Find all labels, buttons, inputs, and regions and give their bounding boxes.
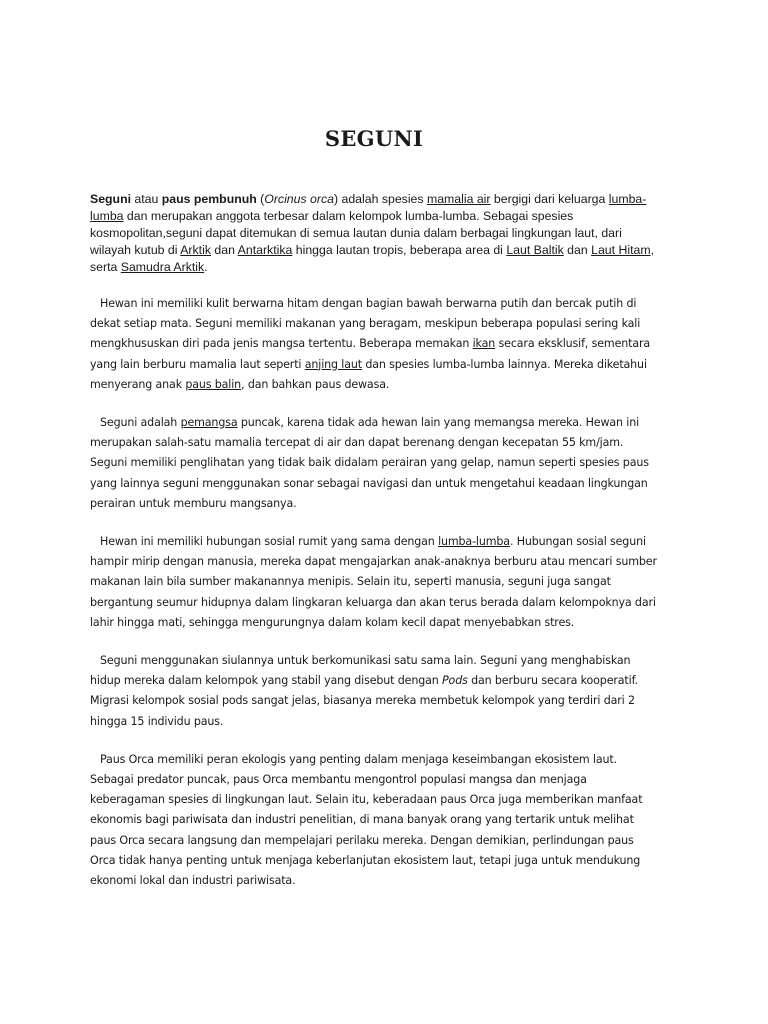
link-ikan[interactable]: ikan [472, 337, 496, 351]
link-antarktika[interactable]: Antarktika [237, 243, 293, 257]
link-lumba-lumba[interactable]: lumba-lumba [90, 192, 647, 223]
link-laut-hitam[interactable]: Laut Hitam [591, 243, 651, 257]
paragraph-appearance-diet: Hewan ini memiliki kulit berwarna hitam dengan bagian bawah berwarna putih dan bercak putih di dekat setiap mata. Seguni memiliki makanan yang beragam, meskipun beberapa populasi sering kali mengkhususkan diri pada jenis mangsa tertentu. Beberapa memakan ikan secara eksklusif, sementara yang lain berburu mamalia laut seperti anjing laut dan spesies lumba-lumba lainnya. Mereka diketahui menyerang anak paus balin, dan bahkan paus dewasa. [90, 297, 651, 391]
link-pemangsa[interactable]: pemangsa [180, 416, 238, 430]
link-arktik[interactable]: Arktik [180, 243, 211, 257]
pods-italic: Pods [442, 674, 468, 688]
link-lumba-lumba-2[interactable]: lumba-lumba [438, 535, 510, 549]
page-title: SEGUNI [324, 126, 424, 151]
paragraph-predator: Seguni adalah pemangsa puncak, karena tidak ada hewan lain yang memangsa mereka. Hewan ini merupakan salah-satu mamalia tercepat di air dan dapat berenang dengan kecepatan 55 km/jam. Seguni memiliki penglihatan yang tidak baik didalam perairan yang gelap, namun seperti spesies paus yang lainnya seguni menggunakan sonar sebagai navigasi dan untuk mengetahui keadaan lingkungan perairan untuk memburu mangsanya. [90, 416, 649, 510]
paragraph-ecology: Paus Orca memiliki peran ekologis yang penting dalam menjaga keseimbangan ekosistem laut. Sebagai predator puncak, paus Orca membantu mengontrol populasi mangsa dan menjaga keberagaman spesies di lingkungan laut. Selain itu, keberadaan paus Orca juga memberikan manfaat ekonomis bagi pariwisata dan industri penelitian, di mana banyak orang yang tertarik untuk melihat paus Orca secara langsung dan mempelajari perilaku mereka. Dengan demikian, perlindungan paus Orca tidak hanya penting untuk menjaga keberlanjutan ekosistem laut, tetapi juga untuk mendukung ekonomi lokal dan industri pariwisata. [90, 752, 643, 888]
link-samudra-arktik[interactable]: Samudra Arktik [120, 260, 205, 274]
term-bold: Seguni [90, 192, 131, 206]
link-laut-baltik[interactable]: Laut Baltik [506, 243, 564, 257]
link-anjing-laut[interactable]: anjing laut [304, 357, 362, 371]
alt-term-bold: paus pembunuh [161, 192, 257, 206]
lead-paragraph: Seguni atau paus pembunuh (Orcinus orca) adalah spesies mamalia air bergigi dari keluarga lumba-lumba dan merupakan anggota terbesar dalam kelompok lumba-lumba. Sebagai spesies kosmopolitan,seguni dapat ditemukan di semua lautan dunia dalam berbagai lingkungan laut, dari wilayah kutub di Arktik dan Antarktika hingga lautan tropis, beberapa area di Laut Baltik dan Laut Hitam, serta Samudra Arktik. [90, 192, 654, 274]
link-paus-balin[interactable]: paus balin [185, 377, 242, 391]
link-mamalia-air[interactable]: mamalia air [426, 192, 491, 206]
paragraph-communication: Seguni menggunakan siulannya untuk berkomunikasi satu sama lain. Seguni yang menghabiskan hidup mereka dalam kelompok yang stabil yang disebut dengan Pods dan berburu secara kooperatif. Migrasi kelompok sosial pods sangat jelas, biasanya mereka membetuk kelompok yang terdiri dari 2 hingga 15 individu paus. [90, 654, 638, 728]
scientific-name: Orcinus orca [264, 192, 334, 206]
paragraph-social: Hewan ini memiliki hubungan sosial rumit yang sama dengan lumba-lumba. Hubungan sosial seguni hampir mirip dengan manusia, mereka dapat mengajarkan anak-anaknya berburu atau mencari sumber makanan lain bila sumber makanannya menipis. Selain itu, seperti manusia, seguni juga sangat bergantung seumur hidupnya dalam lingkaran keluarga dan akan terus berada dalam kelompoknya dari lahir hingga mati, sehingga mengurungnya dalam kolam kecil dapat menyebabkan stres. [90, 535, 657, 629]
